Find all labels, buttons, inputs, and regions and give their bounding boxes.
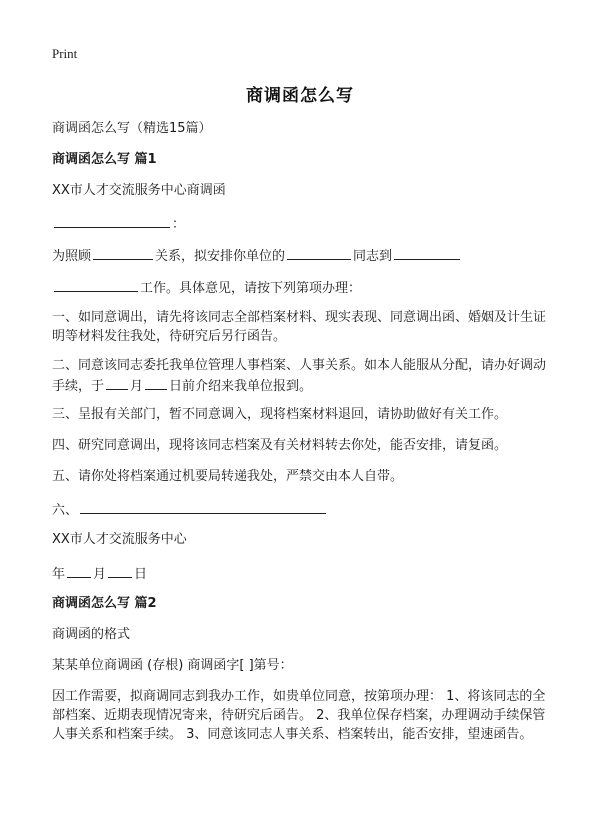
section1-heading: 商调函怎么写 篇1	[52, 152, 157, 167]
date-day: 日	[134, 567, 148, 582]
intro-line: 商调函怎么写（精选15篇）	[52, 121, 212, 136]
item-4: 四、研究同意调出，现将该同志档案及有关材料转去你处，能否安排，请复函。	[52, 438, 508, 453]
item-2	[52, 356, 552, 396]
recipient-line: XX市人才交流服务中心商调函	[52, 183, 226, 198]
day-blank	[145, 375, 167, 390]
item-1: 一、如同意调出，请先将该同志全部档案材料、现实表现、同意调出函、婚姻及计生证明等材料发往我处，待研究后另行函告。	[52, 310, 547, 344]
date-line	[52, 563, 147, 585]
p1-text-d: 工作。具体意见，请按下列第项办理：	[140, 281, 362, 296]
page-title: 商调函怎么写	[246, 86, 354, 106]
p1-text-b: 关系，拟安排你单位的	[155, 249, 286, 264]
destination-blank	[394, 245, 460, 260]
month-blank	[106, 375, 128, 390]
recipient-blank-line	[52, 213, 185, 235]
date-year: 年	[52, 567, 66, 582]
reason-blank	[93, 245, 153, 260]
date-month-blank	[67, 563, 91, 578]
item-6	[52, 499, 328, 521]
paragraph-1-line-1	[52, 245, 462, 267]
signature-line: XX市人才交流服务中心	[52, 532, 187, 547]
item2-text-c: 日前介绍来我单位报到。	[169, 379, 313, 394]
person-blank	[287, 245, 351, 260]
format-line: 商调函的格式	[52, 627, 131, 642]
p1-text-c: 同志到	[353, 249, 393, 264]
section2-heading: 商调函怎么写 篇2	[52, 596, 157, 611]
item2-text-b: 月	[130, 379, 144, 394]
recipient-blank	[54, 213, 170, 228]
job-blank	[54, 277, 138, 292]
paragraph-1-line-2	[52, 277, 361, 299]
stub-line: 某某单位商调函 (存根) 商调函字[ ]第号：	[52, 658, 293, 673]
recipient-colon: ：	[172, 217, 186, 232]
item6-label: 六、	[52, 503, 79, 518]
item-5: 五、请你处将档案通过机要局转递我处，严禁交由本人自带。	[52, 469, 404, 484]
item2-text-a: 二、同意该同志委托我单位管理人事档案、人事关系。如本人能服从分配，请办好调动手续，于	[52, 358, 547, 394]
item6-blank	[80, 499, 326, 514]
item-3: 三、呈报有关部门，暂不同意调入，现将档案材料退回，请协助做好有关工作。	[52, 407, 508, 422]
date-day-blank	[108, 563, 132, 578]
section2-paragraph: 因工作需要，拟商调同志到我办工作，如贵单位同意，按第项办理： 1、将该同志的全部档案、近期表现情况寄来，待研究后函告。 2、我单位保存档案，办理调动手续保管人事关系和档案手续。 3、同意该同志人事关系、档案转出，能否安排，望速函告。	[52, 689, 546, 742]
date-month: 月	[93, 567, 107, 582]
p1-text-a: 为照顾	[52, 249, 92, 264]
print-label: Print	[52, 46, 78, 61]
